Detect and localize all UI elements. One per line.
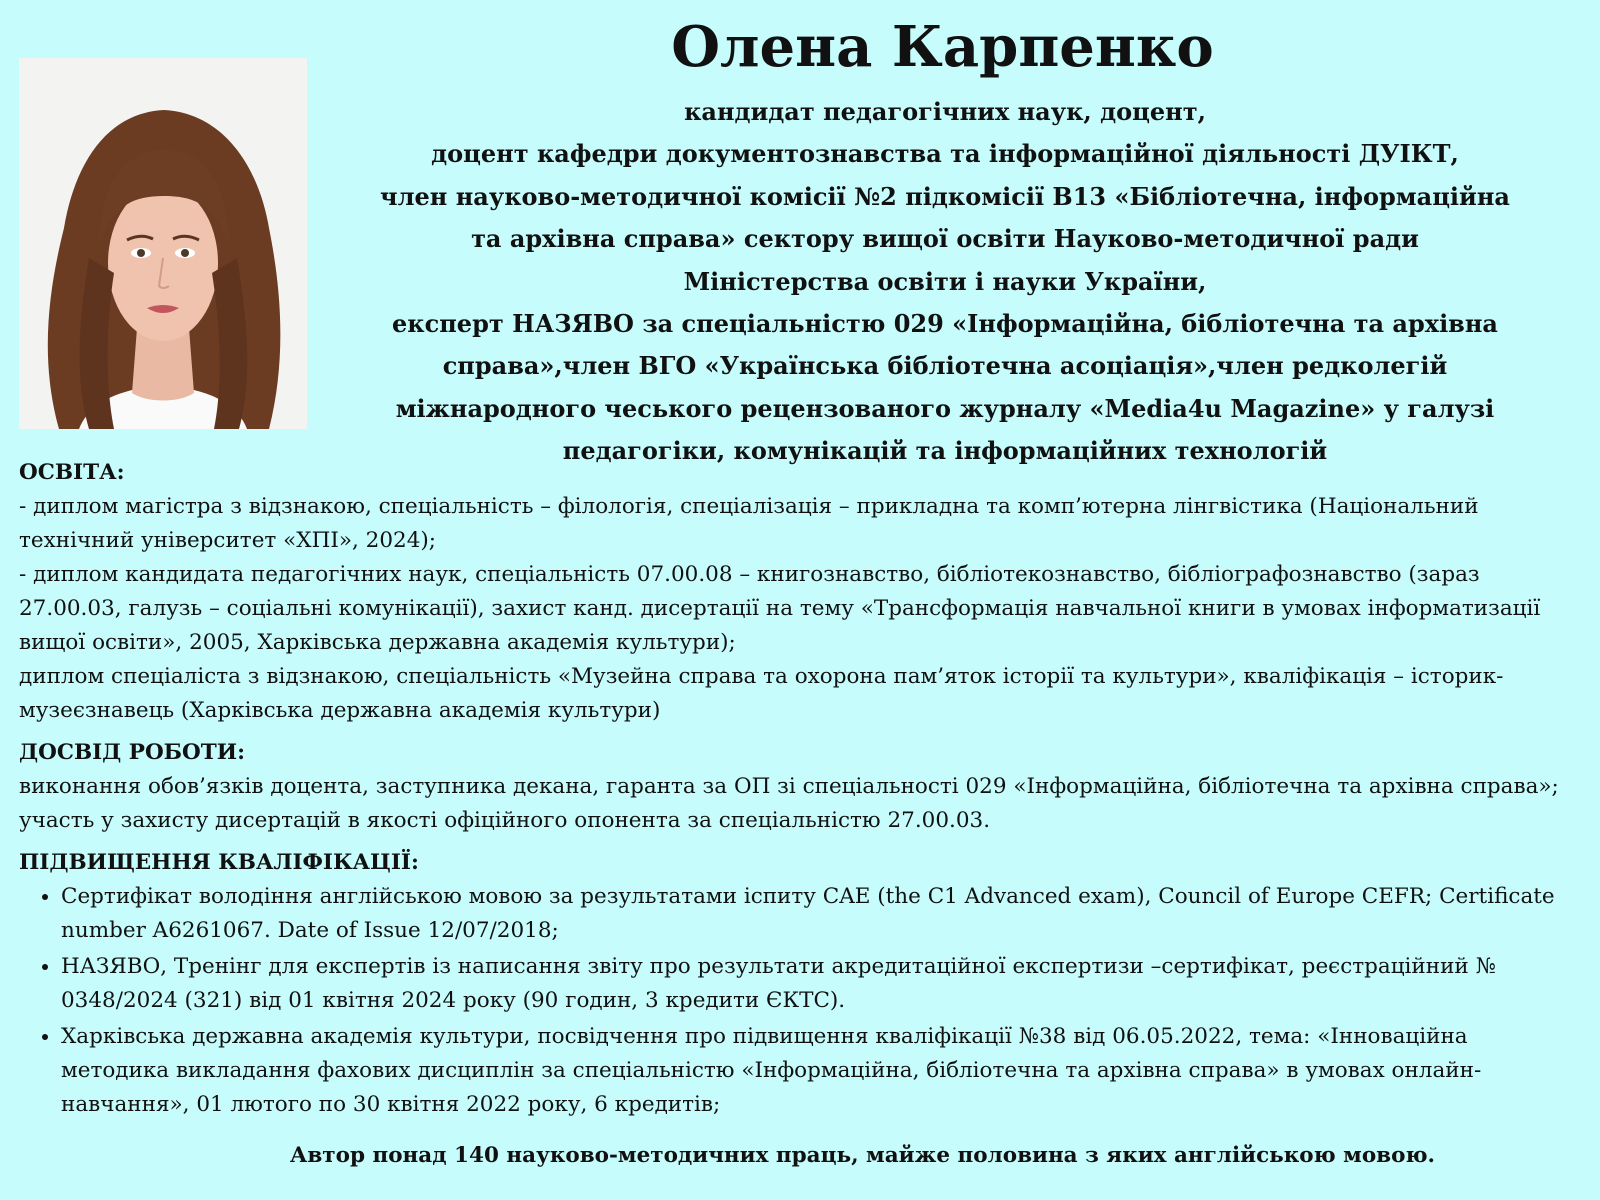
titles-block xyxy=(310,91,1580,473)
qualification-heading: ПІДВИЩЕННЯ КВАЛІФІКАЦІЇ: xyxy=(19,850,419,875)
publications-text: Автор понад 140 науково-методичних праць, майже половина з яких англійською мовою. xyxy=(289,1143,1435,1168)
title-line: педагогіки, комунікацій та інформаційних технологій xyxy=(562,436,1328,466)
title-line: міжнародного чеського рецензованого журналу «Media4u Magazine» у галузі xyxy=(395,393,1495,423)
cv-body xyxy=(19,456,1579,1122)
qualification-item: • НАЗЯВО, Тренінг для експертів із написання звіту про результати акредитаційної експертизи –сертифікат, реєстраційний № 0348/2024 (321) від 01 квітня 2024 року (90 годин, 3 кредити ЄКТС). xyxy=(61,950,1579,1018)
title-line: справа»,член ВГО «Українська бібліотечна асоціація»,член редколегій xyxy=(442,351,1448,381)
education-item: - диплом магістра з відзнакою, спеціальність – філологія, спеціалізація – прикладна та комп’ютерна лінгвістика (Національний технічний університет «ХПІ», 2024); xyxy=(19,494,1479,553)
title-line: Міністерства освіти і науки України, xyxy=(683,266,1207,296)
portrait-photo xyxy=(19,58,307,429)
experience-text: виконання обов’язків доцента, заступника декана, гаранта за ОП зі спеціальності 029 «Інформаційна, бібліотечна та архівна справа»; участь у захисту дисертацій в якості офіційного опонента за спеціальністю 27.00.03. xyxy=(19,774,1559,833)
qualification-list xyxy=(19,880,1579,1122)
education-item: - диплом кандидата педагогічних наук, спеціальність 07.00.08 – книгознавство, бібліотекознавство, бібліографознавство (зараз 27.00.03, галузь – соціальні комунікації), захист канд. дисертації на тему «Трансформація навчальної книги в умовах інформатизації вищої освіти», 2005, Харківська державна академія культури); xyxy=(19,562,1541,655)
experience-heading: ДОСВІД РОБОТИ: xyxy=(19,740,246,765)
education-heading: ОСВІТА: xyxy=(19,460,125,485)
publications-note xyxy=(0,1143,1575,1168)
title-line: кандидат педагогічних наук, доцент, xyxy=(684,97,1206,126)
qualification-item: • Сертифікат володіння англійською мовою за результатами іспиту CAE (the C1 Advanced exam), Council of Europe CEFR; Certificate number A6261067. Date of Issue 12/07/2018; xyxy=(61,880,1579,948)
title-line: доцент кафедри документознавства та інформаційної діяльності ДУІКТ, xyxy=(431,139,1459,169)
title-line: та архівна справа» сектору вищої освіти Науково-методичної ради xyxy=(471,224,1419,254)
title-line: експерт НАЗЯВО за спеціальністю 029 «Інформаційна, бібліотечна та архівна xyxy=(392,309,1498,339)
education-item: диплом спеціаліста з відзнакою, спеціальність «Музейна справа та охорона пам’яток історії та культури», кваліфікація – історик-музеєзнавець (Харківська державна академія культури) xyxy=(19,664,1504,723)
title-line: член науково-методичної комісії №2 підкомісії В13 «Бібліотечна, інформаційна xyxy=(380,181,1510,211)
qualification-item: • Харківська державна академія культури, посвідчення про підвищення кваліфікації №38 від 06.05.2022, тема: «Інноваційна методика викладання фахових дисциплін за спеціальністю «Інформаційна, бібліотечна та архівна справа» в умовах онлайн-навчання», 01 лютого по 30 квітня 2022 року, 6 кредитів; xyxy=(61,1020,1579,1122)
person-name: Олена Карпенко xyxy=(671,14,1214,80)
